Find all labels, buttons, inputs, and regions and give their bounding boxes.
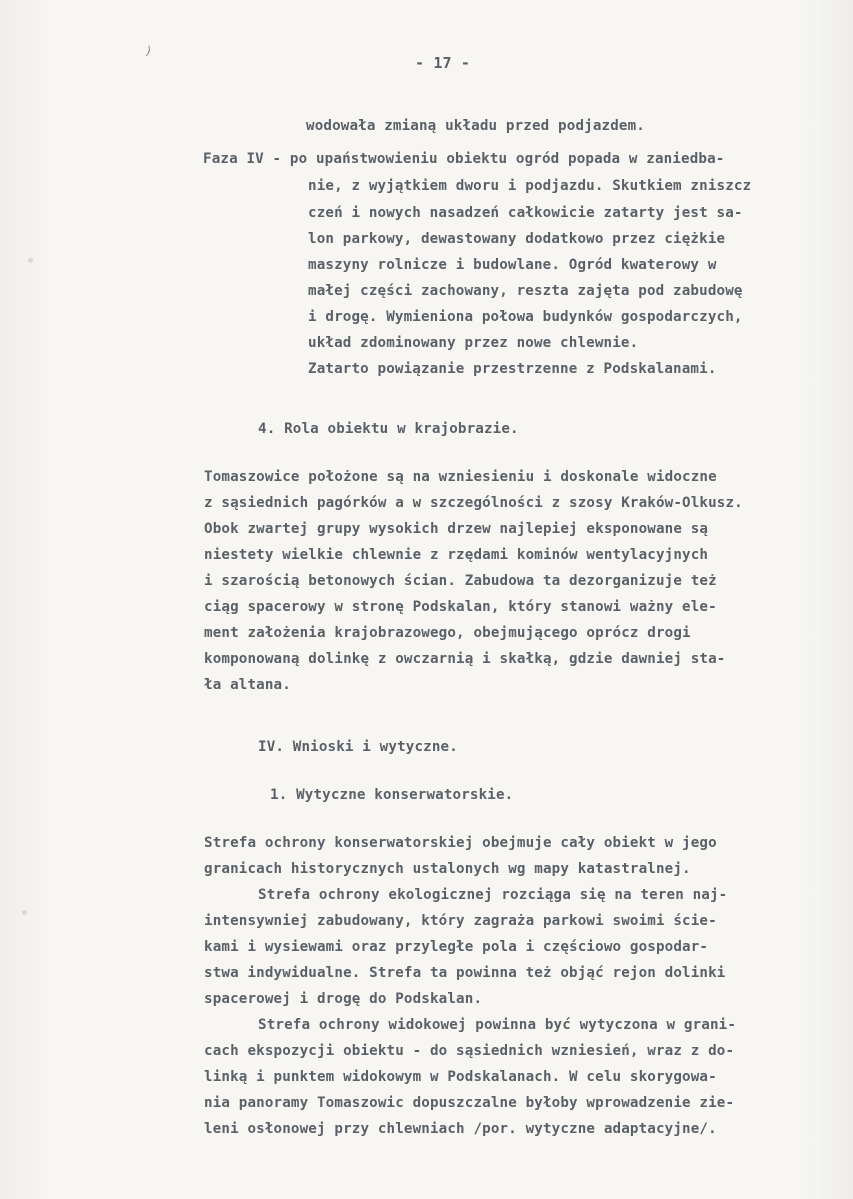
punch-hole-mark <box>28 258 33 263</box>
text-line: stwa indywidualne. Strefa ta powinna też objąć rejon dolinki <box>204 965 726 981</box>
text-line: ła altana. <box>204 677 291 693</box>
text-line: z sąsiednich pagórków a w szczególności z szosy Kraków-Olkusz. <box>204 495 743 511</box>
text-line: komponowaną dolinkę z owczarnią i skałką, gdzie dawniej sta- <box>204 651 726 667</box>
text-line: niestety wielkie chlewnie z rzędami kominów wentylacyjnych <box>204 547 709 563</box>
text-line: małej części zachowany, reszta zajęta pod zabudowę <box>308 283 743 299</box>
section-heading: 1. Wytyczne konserwatorskie. <box>270 787 514 803</box>
section-heading: 4. Rola obiektu w krajobrazie. <box>258 421 519 437</box>
text-line: nie, z wyjątkiem dworu i podjazdu. Skutkiem zniszcz <box>308 178 752 194</box>
text-line: Strefa ochrony widokowej powinna być wytyczona w grani- <box>258 1017 737 1033</box>
page-number: - 17 - <box>415 54 471 72</box>
text-line: lon parkowy, dewastowany dodatkowo przez ciężkie <box>308 231 726 247</box>
text-line: spacerowej i drogę do Podskalan. <box>204 991 483 1007</box>
text-line: i drogę. Wymieniona połowa budynków gospodarczych, <box>308 309 743 325</box>
text-line: wodowała zmianą układu przed podjazdem. <box>306 118 645 134</box>
text-line: i szarością betonowych ścian. Zabudowa ta dezorganizuje też <box>204 573 717 589</box>
text-line: cach ekspozycji obiektu - do sąsiednich wzniesień, wraz z do- <box>204 1043 735 1059</box>
text-line: maszyny rolnicze i budowlane. Ogród kwaterowy w <box>308 257 717 273</box>
text-line: granicach historycznych ustalonych wg mapy katastralnej. <box>204 861 691 877</box>
punch-hole-mark <box>22 910 27 915</box>
text-line: układ zdominowany przez nowe chlewnie. <box>308 335 639 351</box>
text-line: Obok zwartej grupy wysokich drzew najlepiej eksponowane są <box>204 521 709 537</box>
text-line: kami i wysiewami oraz przyległe pola i częściowo gospodar- <box>204 939 709 955</box>
text-line: Strefa ochrony konserwatorskiej obejmuje cały obiekt w jego <box>204 835 717 851</box>
text-line: leni osłonowej przy chlewniach /por. wytyczne adaptacyjne/. <box>204 1121 717 1137</box>
text-line: Faza IV - po upaństwowieniu obiektu ogród popada w zaniedba- <box>203 151 725 167</box>
text-line: Zatarto powiązanie przestrzenne z Podskalanami. <box>308 361 717 377</box>
chapter-heading: IV. Wnioski i wytyczne. <box>258 739 458 755</box>
text-line: linką i punktem widokowym w Podskalanach. W celu skorygowa- <box>204 1069 717 1085</box>
text-line: intensywniej zabudowany, który zagraża parkowi swoimi ście- <box>204 913 717 929</box>
text-line: Tomaszowice położone są na wzniesieniu i doskonale widoczne <box>204 469 717 485</box>
text-line: ciąg spacerowy w stronę Podskalan, który stanowi ważny ele- <box>204 599 717 615</box>
text-line: czeń i nowych nasadzeń całkowicie zatarty jest sa- <box>308 205 743 221</box>
text-line: ment założenia krajobrazowego, obejmującego oprócz drogi <box>204 625 691 641</box>
margin-mark: ) <box>143 43 154 59</box>
text-line: nia panoramy Tomaszowic dopuszczalne byłoby wprowadzenie zie- <box>204 1095 735 1111</box>
text-line: Strefa ochrony ekologicznej rozciąga się na teren naj- <box>258 887 728 903</box>
